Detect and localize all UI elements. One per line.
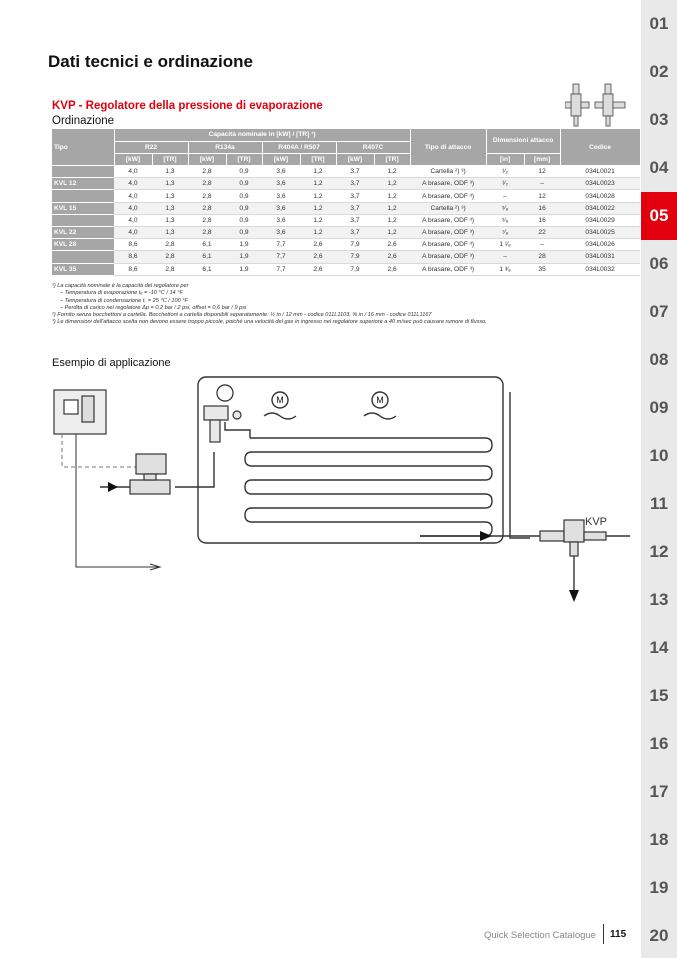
- cell-capacity: 0,9: [226, 178, 262, 190]
- chapter-tab[interactable]: 16: [649, 734, 669, 753]
- cell-dim-mm: 12: [524, 166, 560, 178]
- kvp-label: KVP: [585, 516, 608, 528]
- cell-dim-in: ⁵⁄₈: [486, 214, 524, 226]
- cell-capacity: 3,6: [262, 202, 300, 214]
- unit-header: [TR]: [374, 153, 410, 165]
- chapter-tab[interactable]: 17: [649, 782, 669, 801]
- table-row: [52, 190, 640, 202]
- cell-dim-in: 1 ¹⁄₈: [486, 239, 524, 251]
- cell-tipo: KVL 28: [52, 239, 114, 251]
- cell-dim-in: ⁷⁄₈: [486, 227, 524, 239]
- unit-header: [in]: [486, 153, 524, 165]
- flow-arrow-icon: [480, 531, 492, 541]
- cell-capacity: 7,7: [262, 251, 300, 263]
- cell-capacity: 1,3: [152, 214, 188, 226]
- cell-dim-mm: –: [524, 178, 560, 190]
- cell-tipo: [52, 190, 114, 202]
- fan-motor-label: M: [276, 395, 284, 405]
- unit-header: [mm]: [524, 153, 560, 165]
- refrigerant-header: R404A / R507: [262, 141, 336, 153]
- unit-header: [kW]: [114, 153, 152, 165]
- chapter-tab[interactable]: 13: [649, 590, 669, 609]
- cell-codice: 034L0032: [560, 263, 640, 275]
- cell-capacity: 3,6: [262, 178, 300, 190]
- cell-capacity: 0,9: [226, 190, 262, 202]
- cell-capacity: 3,7: [336, 202, 374, 214]
- chapter-tab[interactable]: 08: [649, 350, 669, 369]
- footer-separator: [603, 924, 604, 944]
- footnote: – Temperatura di condensazione t꜀ = 25 °C / 100 °F: [60, 297, 188, 304]
- cell-capacity: 3,7: [336, 214, 374, 226]
- cell-capacity: 2,6: [374, 251, 410, 263]
- evaporator-coil: [245, 438, 492, 536]
- table-footnotes: [52, 283, 632, 327]
- cell-dim-mm: 35: [524, 263, 560, 275]
- cell-capacity: 2,6: [300, 263, 336, 275]
- cell-capacity: 6,1: [188, 239, 226, 251]
- unit-header: [TR]: [226, 153, 262, 165]
- cell-capacity: 6,1: [188, 263, 226, 275]
- unit-header: [kW]: [336, 153, 374, 165]
- footnote: ¹) La capacità nominale è la capacità del regolatore per: [52, 283, 189, 289]
- cell-dim-in: 1 ³⁄₈: [486, 263, 524, 275]
- cell-capacity: 1,9: [226, 239, 262, 251]
- cell-capacity: 3,7: [336, 227, 374, 239]
- footnote: – Temperatura di evaporazione tₑ = -10 °C / 14 °F: [60, 290, 183, 297]
- evaporator-enclosure: [198, 377, 503, 543]
- cell-codice: 034L0026: [560, 239, 640, 251]
- cell-capacity: 1,2: [374, 166, 410, 178]
- cell-capacity: 1,3: [152, 178, 188, 190]
- cell-codice: 034L0031: [560, 251, 640, 263]
- cell-capacity: 7,9: [336, 251, 374, 263]
- page-title: Dati tecnici e ordinazione: [48, 52, 253, 71]
- table-row: [52, 202, 640, 214]
- cell-capacity: 1,2: [374, 190, 410, 202]
- cell-capacity: 1,2: [300, 227, 336, 239]
- cell-capacity: 1,2: [300, 166, 336, 178]
- chapter-tab-active[interactable]: 05: [641, 192, 677, 240]
- cell-capacity: 1,2: [374, 178, 410, 190]
- table-row: [52, 263, 640, 275]
- unit-header: [TR]: [152, 153, 188, 165]
- cell-dim-mm: 16: [524, 214, 560, 226]
- cell-capacity: 0,9: [226, 202, 262, 214]
- cell-tipo-attacco: A brasare, ODF ³): [410, 214, 486, 226]
- cell-capacity: 2,8: [188, 202, 226, 214]
- cell-capacity: 2,6: [300, 239, 336, 251]
- cell-capacity: 1,3: [152, 202, 188, 214]
- cell-codice: 034L0021: [560, 166, 640, 178]
- application-title: Esempio di applicazione: [52, 357, 171, 369]
- cell-capacity: 2,6: [374, 263, 410, 275]
- cell-capacity: 7,9: [336, 263, 374, 275]
- cell-capacity: 7,7: [262, 263, 300, 275]
- cell-dim-in: –: [486, 190, 524, 202]
- table-row: [52, 239, 640, 251]
- flow-arrow-icon: [108, 482, 118, 492]
- chapter-tab[interactable]: 19: [649, 878, 669, 897]
- cell-tipo: [52, 214, 114, 226]
- cell-tipo-attacco: A brasare, ODF ³): [410, 178, 486, 190]
- cell-capacity: 4,0: [114, 202, 152, 214]
- cell-codice: 034L0025: [560, 227, 640, 239]
- cell-capacity: 3,6: [262, 214, 300, 226]
- cell-capacity: 1,2: [300, 202, 336, 214]
- cell-capacity: 3,7: [336, 166, 374, 178]
- cell-capacity: 1,2: [300, 178, 336, 190]
- cell-capacity: 3,7: [336, 190, 374, 202]
- footer-catalogue: Quick Selection Catalogue: [484, 930, 596, 941]
- cell-capacity: 2,8: [152, 239, 188, 251]
- chapter-tab-strip: [641, 0, 677, 958]
- refrigerant-header: R407C: [336, 141, 410, 153]
- table-row: [52, 178, 640, 190]
- cell-capacity: 1,2: [374, 214, 410, 226]
- chapter-tab[interactable]: 20: [649, 926, 669, 945]
- solenoid-valve-icon: [130, 454, 170, 494]
- fan-motor-label: M: [376, 395, 384, 405]
- table-row: [52, 227, 640, 239]
- table-row: [52, 166, 640, 178]
- cell-tipo: KVL 35: [52, 263, 114, 275]
- section-subtitle: Ordinazione: [52, 115, 115, 127]
- cell-capacity: 3,6: [262, 190, 300, 202]
- cell-capacity: 8,6: [114, 251, 152, 263]
- table-row: [52, 214, 640, 226]
- cell-capacity: 4,0: [114, 214, 152, 226]
- refrigerant-header: R134a: [188, 141, 262, 153]
- chapter-tab[interactable]: 03: [649, 110, 669, 129]
- chapter-tab[interactable]: 04: [649, 158, 669, 177]
- chapter-tab[interactable]: 14: [649, 638, 669, 657]
- cell-capacity: 3,6: [262, 166, 300, 178]
- cell-tipo-attacco: A brasare, ODF ³): [410, 263, 486, 275]
- col-header-codice: Codice: [560, 129, 640, 166]
- footnote: ²) Fornito senza bocchettoni a cartella. Bocchettoni a cartella disponibili separatamente: ½ in / 12 mm - codice 011L1103, ⅝ in / 16 mm - codice 011L1167: [52, 312, 432, 319]
- bulb-icon: [217, 385, 233, 401]
- cell-tipo: KVL 12: [52, 178, 114, 190]
- page-number: 115: [610, 929, 627, 940]
- cell-dim-mm: 28: [524, 251, 560, 263]
- cell-capacity: 2,8: [188, 178, 226, 190]
- cell-tipo: [52, 166, 114, 178]
- chapter-tab[interactable]: 01: [649, 14, 669, 33]
- cell-capacity: 1,3: [152, 190, 188, 202]
- cell-tipo: KVL 15: [52, 202, 114, 214]
- col-header-tipo: Tipo: [52, 129, 114, 166]
- table-row: [52, 251, 640, 263]
- cell-tipo-attacco: Cartella ²) ³): [410, 202, 486, 214]
- chapter-tab[interactable]: 02: [649, 62, 669, 81]
- cell-capacity: 0,9: [226, 214, 262, 226]
- cell-dim-in: –: [486, 251, 524, 263]
- cell-capacity: 7,7: [262, 239, 300, 251]
- cell-dim-mm: 22: [524, 227, 560, 239]
- cell-capacity: 3,6: [262, 227, 300, 239]
- cell-capacity: 4,0: [114, 227, 152, 239]
- ordering-table: [52, 129, 641, 276]
- cell-capacity: 1,2: [374, 202, 410, 214]
- chapter-tab[interactable]: 09: [649, 398, 669, 417]
- cell-capacity: 1,9: [226, 263, 262, 275]
- section-title: KVP - Regolatore della pressione di evaporazione: [52, 100, 323, 112]
- cell-tipo-attacco: Cartella ²) ³): [410, 166, 486, 178]
- application-diagram: [40, 372, 640, 612]
- cell-capacity: 2,8: [188, 190, 226, 202]
- cell-capacity: 1,3: [152, 227, 188, 239]
- chapter-tab[interactable]: 18: [649, 830, 669, 849]
- cell-capacity: 2,8: [152, 251, 188, 263]
- col-header-dimensioni: Dimensioni attacco: [486, 129, 560, 153]
- cell-tipo-attacco: A brasare, ODF ³): [410, 251, 486, 263]
- cell-tipo: KVL 22: [52, 227, 114, 239]
- cell-dim-in: ⁵⁄₈: [486, 202, 524, 214]
- cell-codice: 034L0029: [560, 214, 640, 226]
- cell-tipo: [52, 251, 114, 263]
- cell-codice: 034L0028: [560, 190, 640, 202]
- cell-capacity: 1,9: [226, 251, 262, 263]
- chapter-tab[interactable]: 07: [649, 302, 669, 321]
- cell-tipo-attacco: A brasare, ODF ³): [410, 190, 486, 202]
- col-header-tipo-attacco: Tipo di attacco: [410, 129, 486, 166]
- cell-dim-mm: –: [524, 239, 560, 251]
- cell-dim-in: ¹⁄₂: [486, 166, 524, 178]
- cell-capacity: 0,9: [226, 227, 262, 239]
- flow-arrow-icon: [569, 590, 579, 602]
- cell-dim-in: ¹⁄₂: [486, 178, 524, 190]
- cell-codice: 034L0023: [560, 178, 640, 190]
- chapter-tab[interactable]: 06: [649, 254, 669, 273]
- cell-capacity: 0,9: [226, 166, 262, 178]
- cell-tipo-attacco: A brasare, ODF ³): [410, 239, 486, 251]
- cell-capacity: 2,8: [152, 263, 188, 275]
- cell-tipo-attacco: A brasare, ODF ³): [410, 227, 486, 239]
- unit-header: [TR]: [300, 153, 336, 165]
- cell-capacity: 2,8: [188, 214, 226, 226]
- cell-capacity: 8,6: [114, 239, 152, 251]
- cell-capacity: 2,6: [374, 239, 410, 251]
- col-header-capacity: Capacità nominale in [kW] / [TR] ¹): [114, 129, 410, 141]
- unit-header: [kW]: [188, 153, 226, 165]
- cell-capacity: 6,1: [188, 251, 226, 263]
- cell-capacity: 1,3: [152, 166, 188, 178]
- unit-header: [kW]: [262, 153, 300, 165]
- cell-capacity: 2,8: [188, 227, 226, 239]
- cell-dim-mm: 12: [524, 190, 560, 202]
- cell-capacity: 1,2: [300, 214, 336, 226]
- chapter-tab[interactable]: 15: [649, 686, 669, 705]
- cell-capacity: 7,9: [336, 239, 374, 251]
- valve-product-image: [565, 80, 635, 128]
- cell-capacity: 2,8: [188, 166, 226, 178]
- cell-capacity: 1,2: [374, 227, 410, 239]
- cell-dim-mm: 16: [524, 202, 560, 214]
- cell-capacity: 8,6: [114, 263, 152, 275]
- thermostat-icon: [54, 390, 106, 434]
- cell-capacity: 3,7: [336, 178, 374, 190]
- cell-capacity: 4,0: [114, 190, 152, 202]
- refrigerant-header: R22: [114, 141, 188, 153]
- cell-capacity: 2,6: [300, 251, 336, 263]
- footnote: ³) Le dimensioni dell'attacco scelta non devono essere troppo piccole, poiché una velocità del gas in ingresso nel regolatore superiore a 40 m/sec può causare rumore di flusso.: [52, 319, 487, 326]
- cell-capacity: 4,0: [114, 178, 152, 190]
- cell-capacity: 4,0: [114, 166, 152, 178]
- footnote: – Perdita di carico nel regolatore Δp = 0,2 bar / 2 psi, offset = 0,6 bar / 9 psi: [60, 304, 247, 311]
- cell-capacity: 1,2: [300, 190, 336, 202]
- chapter-tab[interactable]: 10: [649, 446, 669, 465]
- chapter-tab[interactable]: 11: [650, 494, 668, 513]
- cell-codice: 034L0022: [560, 202, 640, 214]
- chapter-tab[interactable]: 12: [649, 542, 669, 561]
